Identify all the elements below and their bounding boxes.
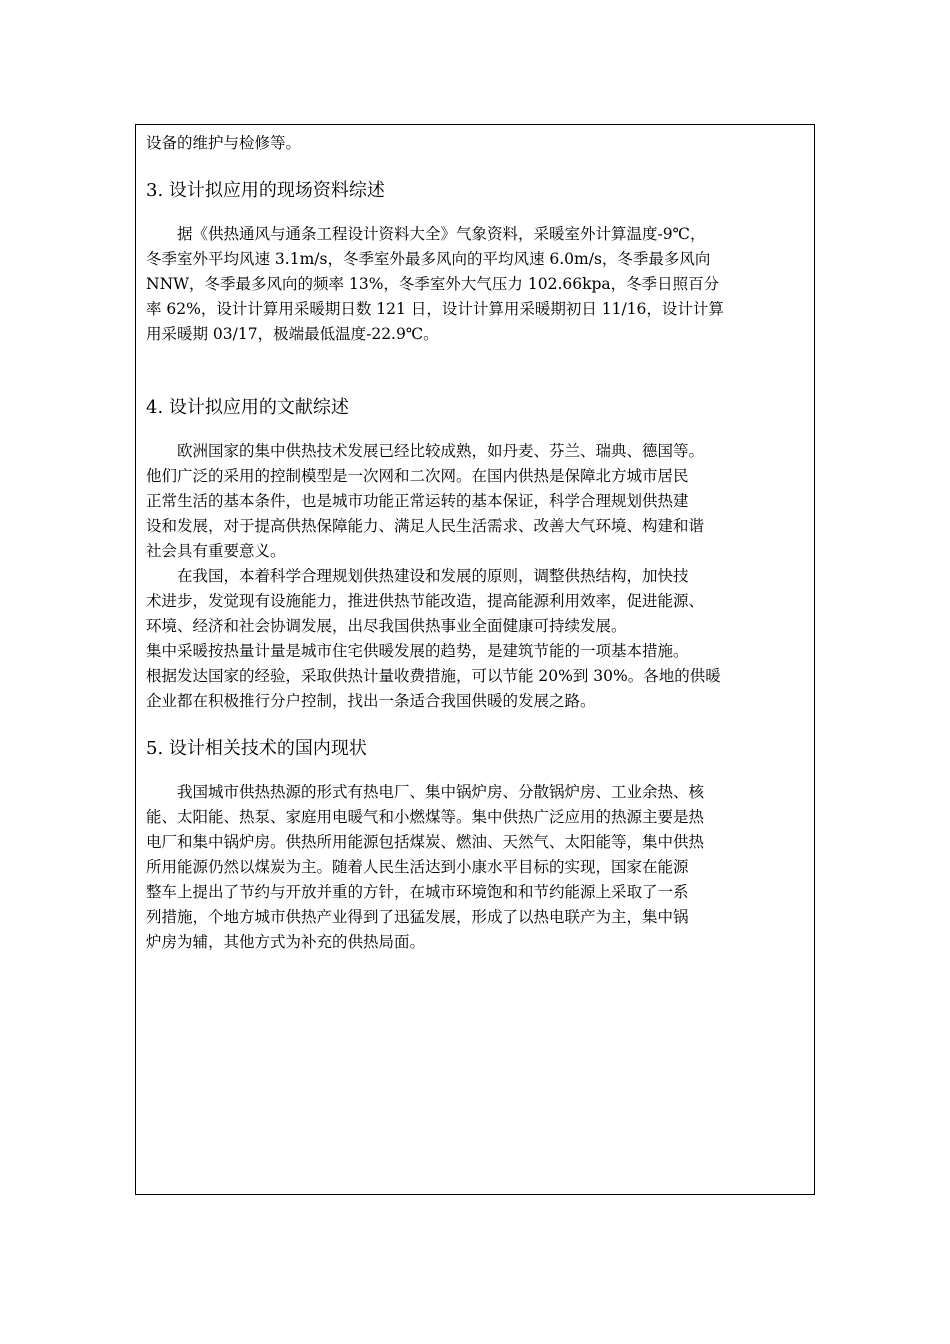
section-body-4 — [146, 439, 808, 714]
section-body-5 — [146, 780, 808, 955]
paragraph-line: NNW，冬季最多风向的频率 13%，冬季室外大气压力 102.66kpa，冬季日照百分 — [146, 275, 720, 293]
paragraph-line: 列措施，个地方城市供热产业得到了迅猛发展，形成了以热电联产为主，集中锅 — [146, 908, 689, 926]
section-heading-5: 5. 设计相关技术的国内现状 — [146, 738, 367, 759]
paragraph-line: 正常生活的基本条件，也是城市功能正常运转的基本保证，科学合理规划供热建 — [146, 492, 689, 510]
paragraph-line: 环境、经济和社会协调发展，出尽我国供热事业全面健康可持续发展。 — [146, 617, 627, 635]
section-heading-4: 4. 设计拟应用的文献综述 — [146, 397, 349, 418]
paragraph-line: 电厂和集中锅炉房。供热所用能源包括煤炭、燃油、天然气、太阳能等，集中供热 — [146, 833, 705, 851]
paragraph-line: 在我国，本着科学合理规划供热建设和发展的原则，调整供热结构，加快技 — [146, 567, 689, 585]
paragraph-line: 我国城市供热热源的形式有热电厂、集中锅炉房、分散锅炉房、工业余热、核 — [146, 783, 705, 801]
document-frame — [135, 124, 815, 1195]
paragraph-line: 设和发展，对于提高供热保障能力、满足人民生活需求、改善大气环境、构建和谐 — [146, 517, 705, 535]
intro-line: 设备的维护与检修等。 — [146, 134, 302, 152]
section-heading-3: 3. 设计拟应用的现场资料综述 — [146, 180, 385, 201]
paragraph-line: 根据发达国家的经验，采取供热计量收费措施，可以节能 20%到 30%。各地的供暖 — [146, 667, 721, 685]
document-content — [146, 131, 808, 955]
paragraph-line: 炉房为辅，其他方式为补充的供热局面。 — [146, 933, 426, 951]
paragraph-line: 据《供热通风与通条工程设计资料大全》气象资料，采暖室外计算温度-9℃， — [146, 225, 706, 243]
paragraph-line: 社会具有重要意义。 — [146, 542, 286, 560]
paragraph-line: 用采暖期 03/17，极端最低温度-22.9℃。 — [146, 325, 439, 343]
section-body-3 — [146, 222, 808, 347]
paragraph-line: 冬季室外平均风速 3.1m/s，冬季室外最多风向的平均风速 6.0m/s，冬季最多风向 — [146, 250, 711, 268]
paragraph-line: 所用能源仍然以煤炭为主。随着人民生活达到小康水平目标的实现，国家在能源 — [146, 858, 689, 876]
paragraph-line: 率 62%，设计计算用采暖期日数 121 日，设计计算用采暖期初日 11/16，设计计算 — [146, 300, 724, 318]
paragraph-line: 集中采暖按热量计量是城市住宅供暖发展的趋势，是建筑节能的一项基本措施。 — [146, 642, 689, 660]
paragraph-line: 能、太阳能、热泵、家庭用电暖气和小燃煤等。集中供热广泛应用的热源主要是热 — [146, 808, 705, 826]
paragraph-line: 他们广泛的采用的控制模型是一次网和二次网。在国内供热是保障北方城市居民 — [146, 467, 689, 485]
paragraph-line: 企业都在积极推行分户控制，找出一条适合我国供暖的发展之路。 — [146, 692, 596, 710]
paragraph-line: 整车上提出了节约与开放并重的方针，在城市环境饱和和节约能源上采取了一系 — [146, 883, 689, 901]
paragraph-line: 欧洲国家的集中供热技术发展已经比较成熟，如丹麦、芬兰、瑞典、德国等。 — [146, 442, 705, 460]
paragraph-line: 术进步，发觉现有设施能力，推进供热节能改造，提高能源利用效率，促进能源、 — [146, 592, 705, 610]
